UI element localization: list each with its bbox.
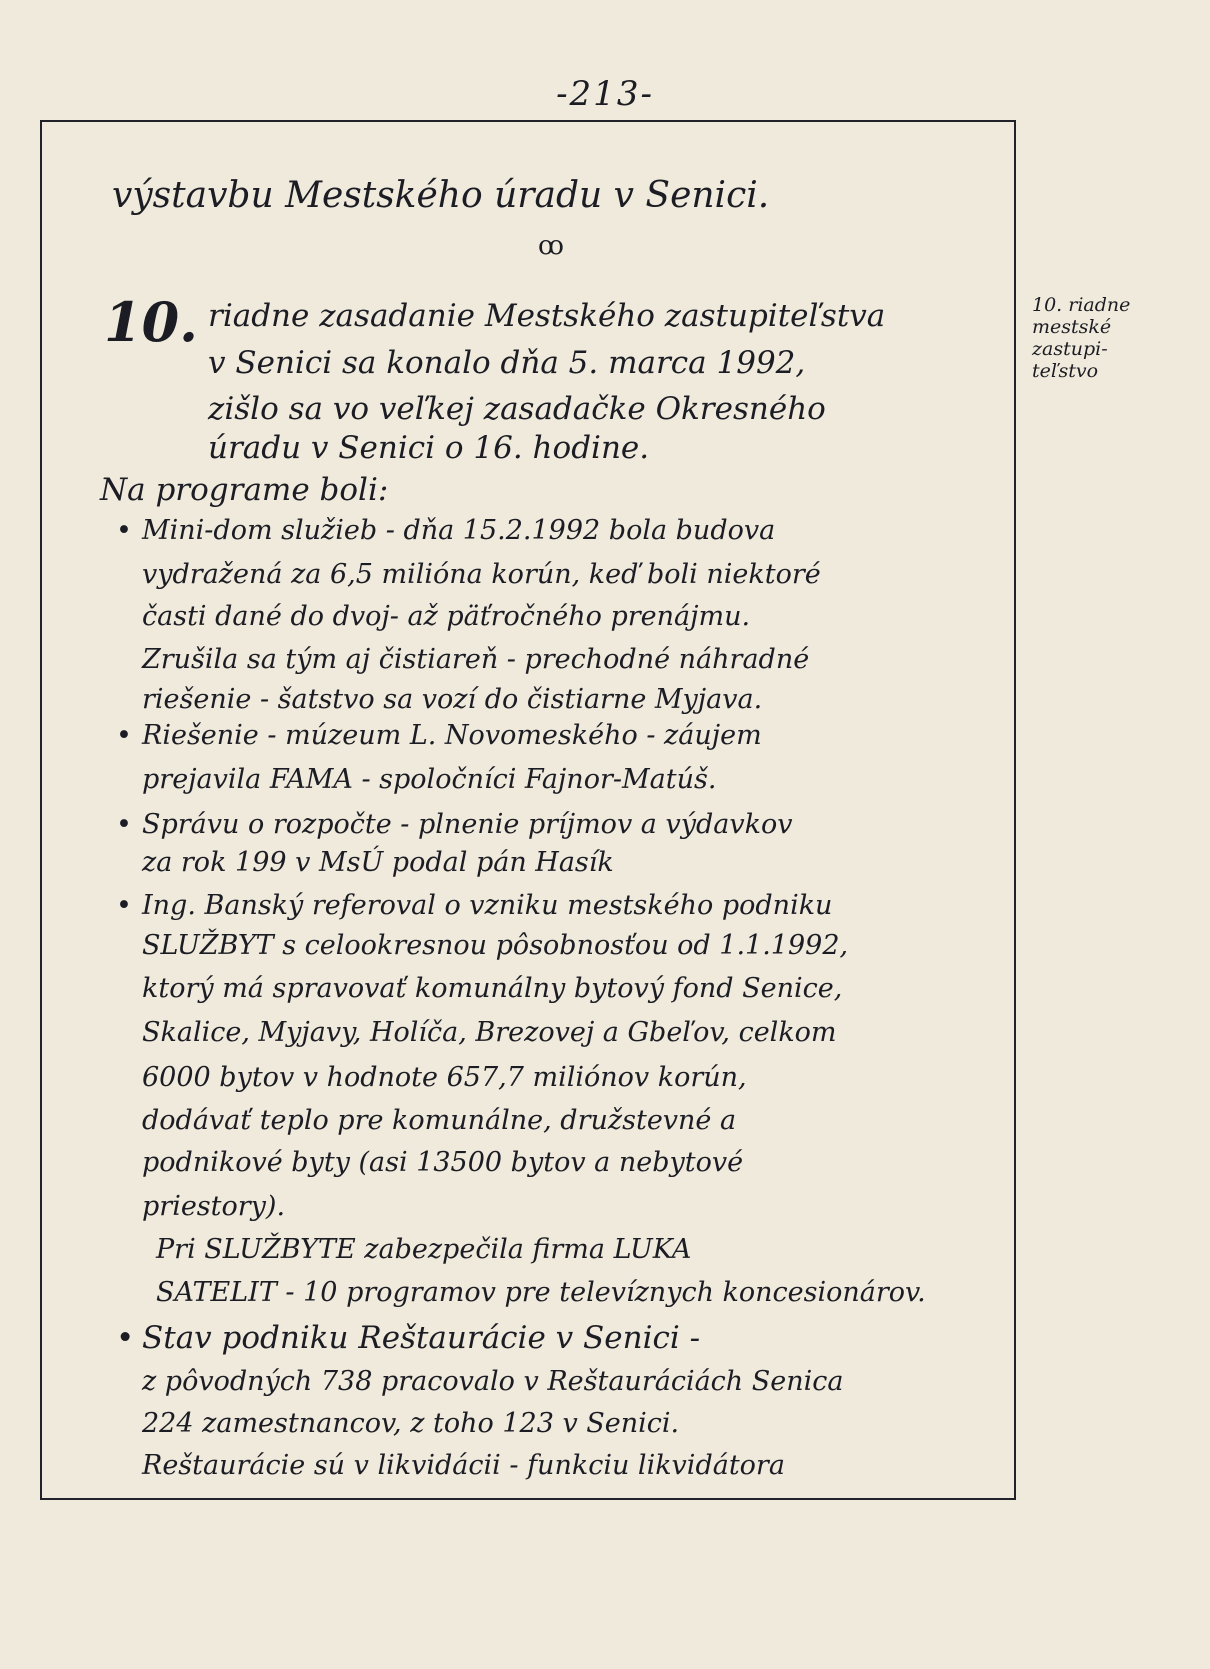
text-line: 6000 bytov v hodnote 657,7 miliónov korún,	[142, 1062, 747, 1093]
entry-number: 10.	[104, 290, 198, 354]
text-line: za rok 199 v MsÚ podal pán Hasík	[142, 847, 614, 878]
text-line: dodávať teplo pre komunálne, družstevné a	[142, 1105, 737, 1136]
program-heading: Na programe boli:	[100, 472, 389, 508]
margin-note-line: mestské	[1032, 316, 1112, 338]
text-line: v Senici sa konalo dňa 5. marca 1992,	[208, 345, 806, 381]
margin-note-line: 10. riadne	[1032, 294, 1131, 316]
text-line: priestory).	[142, 1191, 286, 1222]
text-line: 224 zamestnancov, z toho 123 v Senici.	[142, 1408, 680, 1439]
text-line: vydražená za 6,5 milióna korún, keď boli niektoré	[142, 559, 821, 590]
bullet-item: • Správu o rozpočte - plnenie príjmov a výdavkov	[142, 805, 792, 845]
text-line: SATELIT - 10 programov pre televíznych koncesionárov.	[156, 1277, 926, 1308]
bullet-item: • Ing. Banský referoval o vzniku mestského podniku	[142, 886, 832, 926]
bullet-item: • Stav podniku Reštaurácie v Senici -	[142, 1318, 700, 1358]
margin-note-line: teľstvo	[1032, 360, 1099, 382]
text-line: úradu v Senici o 16. hodine.	[208, 430, 650, 466]
text-line: Skalice, Myjavy, Holíča, Brezovej a Gbeľov, celkom	[142, 1017, 837, 1048]
text-line: prejavila FAMA - spoločníci Fajnor-Matúš.	[142, 764, 717, 795]
intro-line: výstavbu Mestského úradu v Senici.	[112, 175, 770, 216]
section-separator: ꝏ	[538, 231, 564, 261]
margin-note-line: zastupi-	[1032, 338, 1108, 360]
text-line: Reštaurácie sú v likvidácii - funkciu likvidátora	[142, 1450, 785, 1481]
text-line: riešenie - šatstvo sa vozí do čistiarne Myjava.	[142, 684, 763, 715]
text-line: z pôvodných 738 pracovalo v Reštauráciách Senica	[142, 1366, 844, 1397]
margin-note	[1032, 294, 1202, 382]
text-line: časti dané do dvoj- až päťročného prenájmu.	[142, 601, 751, 632]
text-line: ktorý má spravovať komunálny bytový fond Senice,	[142, 973, 843, 1004]
bullet-item: • Riešenie - múzeum L. Novomeského - záujem	[142, 716, 762, 756]
page-number: -213-	[556, 74, 654, 114]
text-line: Pri SLUŽBYTE zabezpečila firma LUKA	[156, 1234, 692, 1265]
text-line: podnikové byty (asi 13500 bytov a nebytové	[142, 1147, 744, 1178]
text-line: riadne zasadanie Mestského zastupiteľstva	[208, 298, 886, 334]
bullet-item: • Mini-dom služieb - dňa 15.2.1992 bola budova	[142, 511, 775, 551]
text-line: SLUŽBYT s celookresnou pôsobnosťou od 1.1.1992,	[142, 930, 849, 961]
text-line: zišlo sa vo veľkej zasadačke Okresného	[208, 391, 826, 427]
text-line: Zrušila sa tým aj čistiareň - prechodné náhradné	[142, 644, 810, 675]
